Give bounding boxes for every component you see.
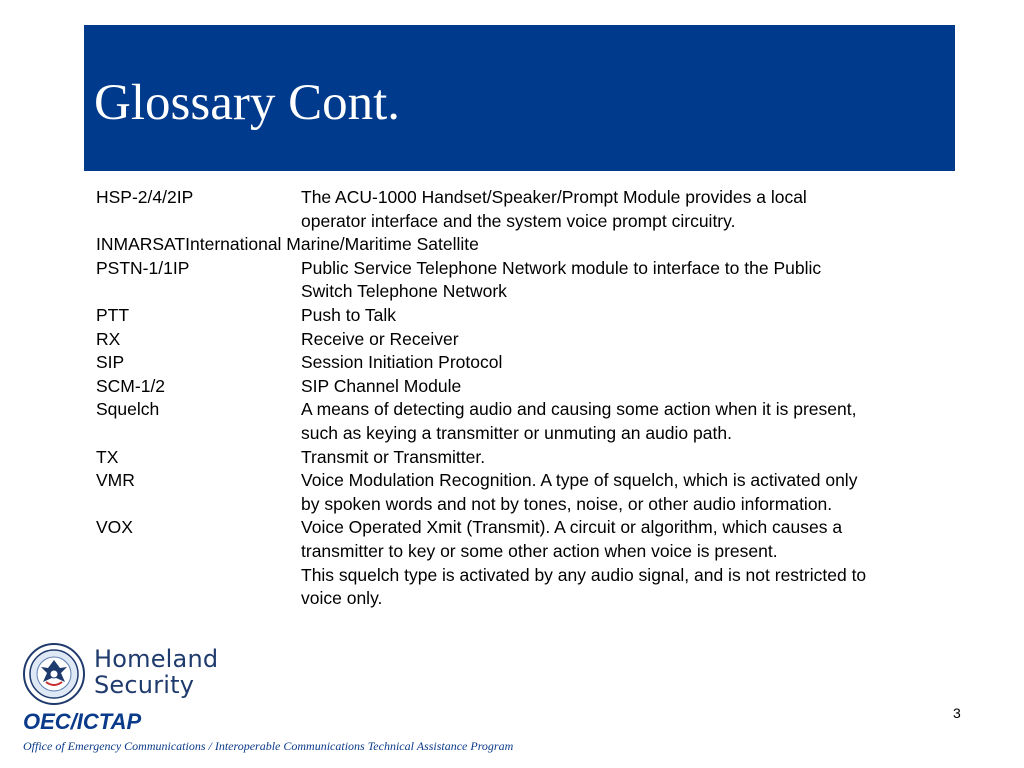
glossary-entry — [96, 257, 956, 304]
glossary-list — [96, 186, 956, 611]
glossary-term: VMR — [96, 470, 135, 491]
glossary-definition: Push to Talk — [301, 304, 397, 325]
glossary-entry — [96, 516, 956, 610]
org-code: OEC/ICTAP — [23, 709, 142, 734]
glossary-definition: Voice Modulation Recognition. A type of squelch, which is activated only by spoken words and not by tones, noise, or other audio information. — [301, 470, 858, 514]
dhs-seal-icon — [22, 642, 86, 706]
title-bar — [84, 25, 955, 171]
glossary-definition: SIP Channel Module — [301, 375, 462, 396]
glossary-term: PSTN-1/1IP — [96, 257, 190, 278]
glossary-term: Squelch — [96, 399, 160, 420]
glossary-term: INMARSAT — [96, 234, 186, 255]
glossary-definition: Session Initiation Protocol — [301, 352, 503, 373]
glossary-entry — [96, 375, 956, 399]
glossary-term: SIP — [96, 352, 125, 373]
glossary-term: RX — [96, 328, 121, 349]
glossary-term: VOX — [96, 517, 133, 538]
slide-title: Glossary Cont. — [94, 75, 400, 131]
glossary-entry — [96, 469, 956, 516]
glossary-entry — [96, 351, 956, 375]
glossary-definition: Public Service Telephone Network module to interface to the Public Switch Telephone Network — [301, 257, 822, 302]
glossary-definition: Transmit or Transmitter. — [301, 446, 486, 467]
homeland-security-wordmark — [94, 646, 218, 698]
glossary-definition: The ACU-1000 Handset/Speaker/Prompt Module provides a local operator interface and the system voice prompt circuitry. — [301, 187, 807, 231]
glossary-entry — [96, 304, 956, 328]
glossary-definition: Voice Operated Xmit (Transmit). A circuit or algorithm, which causes a transmitter to key or some other action when voice is present. This squelch type is activated by any audio signal, and is not restricted to voice only. — [301, 517, 867, 609]
glossary-definition: A means of detecting audio and causing some action when it is present, such as keying a transmitter or unmuting an audio path. — [301, 399, 857, 443]
glossary-entry — [96, 398, 956, 445]
org-name: Office of Emergency Communications / Interoperable Communications Technical Assistance Program — [23, 739, 514, 753]
brand-line-2: Security — [94, 671, 195, 699]
glossary-term: SCM-1/2 — [96, 375, 166, 396]
glossary-entry — [96, 446, 956, 470]
glossary-term: PTT — [96, 304, 130, 325]
glossary-entry — [96, 328, 956, 352]
glossary-entry — [96, 186, 956, 233]
glossary-term: HSP-2/4/2IP — [96, 187, 194, 207]
page-number: 3 — [953, 705, 961, 721]
glossary-entry — [96, 233, 956, 257]
brand-line-1: Homeland — [94, 645, 219, 673]
glossary-definition: International Marine/Maritime Satellite — [185, 234, 479, 255]
glossary-term: TX — [96, 446, 119, 467]
glossary-definition: Receive or Receiver — [301, 328, 459, 349]
